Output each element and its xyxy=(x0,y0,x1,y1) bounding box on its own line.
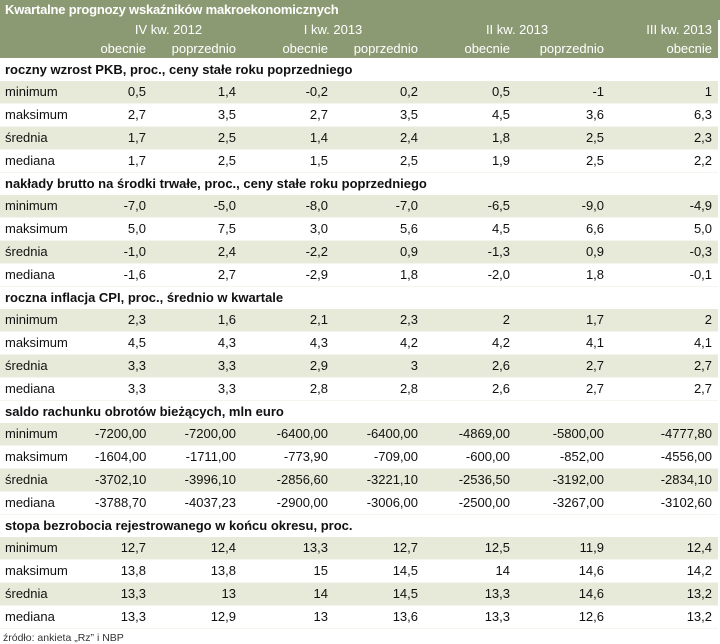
value-cell: 0,9 xyxy=(334,241,424,264)
value-cell: -0,1 xyxy=(610,264,718,287)
value-cell: 12,5 xyxy=(424,537,516,560)
value-cell: 14 xyxy=(424,560,516,583)
value-cell: 2,3 xyxy=(610,127,718,150)
value-cell: -5800,00 xyxy=(516,423,610,446)
value-cell: 2,1 xyxy=(242,309,334,332)
column-subheader: poprzednio xyxy=(152,39,242,59)
source-note: źródło: ankieta „Rz” i NBP xyxy=(3,632,124,644)
value-cell: -4869,00 xyxy=(424,423,516,446)
section-title: roczna inflacja CPI, proc., średnio w kwartale xyxy=(0,287,718,310)
value-cell: -3006,00 xyxy=(334,492,424,515)
quarter-header: IV kw. 2012 xyxy=(95,20,242,39)
value-cell: -1,0 xyxy=(95,241,152,264)
value-cell: 12,6 xyxy=(516,606,610,629)
value-cell: 1,4 xyxy=(152,81,242,104)
value-cell: -6400,00 xyxy=(242,423,334,446)
row-label: maksimum xyxy=(0,104,95,127)
value-cell: 2,4 xyxy=(152,241,242,264)
table-row xyxy=(0,218,718,241)
column-subheader: obecnie xyxy=(242,39,334,59)
value-cell: 13,2 xyxy=(610,583,718,606)
row-label: minimum xyxy=(0,423,95,446)
value-cell: 2,2 xyxy=(610,150,718,173)
value-cell: 14,5 xyxy=(334,583,424,606)
quarter-header: II kw. 2013 xyxy=(424,20,610,39)
value-cell: 12,7 xyxy=(95,537,152,560)
section-title: stopa bezrobocia rejestrowanego w końcu okresu, proc. xyxy=(0,515,718,538)
value-cell: 4,5 xyxy=(424,218,516,241)
value-cell: -7200,00 xyxy=(152,423,242,446)
value-cell: 1,9 xyxy=(424,150,516,173)
value-cell: 12,4 xyxy=(152,537,242,560)
value-cell: 2,6 xyxy=(424,355,516,378)
value-cell: -1604,00 xyxy=(95,446,152,469)
value-cell: 5,0 xyxy=(610,218,718,241)
value-cell: -4777,80 xyxy=(610,423,718,446)
table-title: Kwartalne prognozy wskaźników makroekonomicznych xyxy=(0,0,720,20)
value-cell: -852,00 xyxy=(516,446,610,469)
row-label: średnia xyxy=(0,355,95,378)
value-cell: -1,6 xyxy=(95,264,152,287)
value-cell: 2 xyxy=(610,309,718,332)
value-cell: -8,0 xyxy=(242,195,334,218)
column-subheader: obecnie xyxy=(95,39,152,59)
value-cell: 2,5 xyxy=(152,127,242,150)
row-label: mediana xyxy=(0,378,95,401)
value-cell: 13,8 xyxy=(95,560,152,583)
value-cell: -1,3 xyxy=(424,241,516,264)
row-label: minimum xyxy=(0,537,95,560)
value-cell: 0,5 xyxy=(95,81,152,104)
value-cell: 14,6 xyxy=(516,560,610,583)
table-row xyxy=(0,127,718,150)
value-cell: -4556,00 xyxy=(610,446,718,469)
row-label: średnia xyxy=(0,583,95,606)
value-cell: -0,3 xyxy=(610,241,718,264)
value-cell: -3192,00 xyxy=(516,469,610,492)
value-cell: 13,3 xyxy=(424,583,516,606)
quarter-header: I kw. 2013 xyxy=(242,20,424,39)
value-cell: -709,00 xyxy=(334,446,424,469)
value-cell: 2,7 xyxy=(516,378,610,401)
table-row xyxy=(0,446,718,469)
value-cell: 2,9 xyxy=(242,355,334,378)
value-cell: -0,2 xyxy=(242,81,334,104)
row-label: mediana xyxy=(0,150,95,173)
value-cell: -7200,00 xyxy=(95,423,152,446)
section-header-row xyxy=(0,59,718,82)
value-cell: -2,0 xyxy=(424,264,516,287)
table-row xyxy=(0,264,718,287)
column-subheader: poprzednio xyxy=(516,39,610,59)
section-title: roczny wzrost PKB, proc., ceny stałe roku poprzedniego xyxy=(0,59,718,82)
value-cell: 2,7 xyxy=(152,264,242,287)
header-empty-cell xyxy=(0,20,95,39)
value-cell: 0,9 xyxy=(516,241,610,264)
value-cell: 13,8 xyxy=(152,560,242,583)
row-label: maksimum xyxy=(0,332,95,355)
value-cell: -3267,00 xyxy=(516,492,610,515)
value-cell: 2,7 xyxy=(610,378,718,401)
table-row xyxy=(0,560,718,583)
value-cell: 2,5 xyxy=(152,150,242,173)
value-cell: 13,3 xyxy=(95,606,152,629)
value-cell: 4,2 xyxy=(424,332,516,355)
value-cell: -1711,00 xyxy=(152,446,242,469)
value-cell: 1 xyxy=(610,81,718,104)
value-cell: -1 xyxy=(516,81,610,104)
value-cell: 11,9 xyxy=(516,537,610,560)
header-empty-cell xyxy=(0,39,95,59)
value-cell: 13,3 xyxy=(424,606,516,629)
value-cell: -3996,10 xyxy=(152,469,242,492)
value-cell: 2,3 xyxy=(334,309,424,332)
value-cell: -2,2 xyxy=(242,241,334,264)
value-cell: -6,5 xyxy=(424,195,516,218)
table-row xyxy=(0,104,718,127)
value-cell: 3,3 xyxy=(152,378,242,401)
value-cell: 1,8 xyxy=(516,264,610,287)
section-title: saldo rachunku obrotów bieżących, mln euro xyxy=(0,401,718,424)
row-label: średnia xyxy=(0,241,95,264)
value-cell: 13,3 xyxy=(95,583,152,606)
value-cell: 2,3 xyxy=(95,309,152,332)
value-cell: 3,6 xyxy=(516,104,610,127)
value-cell: -3788,70 xyxy=(95,492,152,515)
value-cell: 0,2 xyxy=(334,81,424,104)
value-cell: -2900,00 xyxy=(242,492,334,515)
section-header-row xyxy=(0,515,718,538)
value-cell: 13,3 xyxy=(242,537,334,560)
row-label: maksimum xyxy=(0,446,95,469)
value-cell: 3,5 xyxy=(334,104,424,127)
value-cell: 3,3 xyxy=(152,355,242,378)
value-cell: 2,6 xyxy=(424,378,516,401)
value-cell: -2500,00 xyxy=(424,492,516,515)
table-row xyxy=(0,309,718,332)
value-cell: 1,6 xyxy=(152,309,242,332)
value-cell: -9,0 xyxy=(516,195,610,218)
value-cell: 4,3 xyxy=(242,332,334,355)
value-cell: 1,7 xyxy=(516,309,610,332)
row-label: mediana xyxy=(0,264,95,287)
value-cell: 13 xyxy=(152,583,242,606)
value-cell: 13 xyxy=(242,606,334,629)
value-cell: -773,90 xyxy=(242,446,334,469)
value-cell: 2 xyxy=(424,309,516,332)
value-cell: -4,9 xyxy=(610,195,718,218)
section-header-row xyxy=(0,401,718,424)
value-cell: -2536,50 xyxy=(424,469,516,492)
value-cell: 2,5 xyxy=(334,150,424,173)
value-cell: 2,5 xyxy=(516,127,610,150)
value-cell: 1,7 xyxy=(95,127,152,150)
value-cell: -2,9 xyxy=(242,264,334,287)
value-cell: 2,8 xyxy=(242,378,334,401)
value-cell: 12,7 xyxy=(334,537,424,560)
value-cell: 14,2 xyxy=(610,560,718,583)
row-label: maksimum xyxy=(0,560,95,583)
value-cell: 3,5 xyxy=(152,104,242,127)
section-header-row xyxy=(0,287,718,310)
value-cell: 2,4 xyxy=(334,127,424,150)
table-row xyxy=(0,423,718,446)
value-cell: 3,3 xyxy=(95,378,152,401)
value-cell: 13,6 xyxy=(334,606,424,629)
value-cell: -3102,60 xyxy=(610,492,718,515)
value-cell: -3221,10 xyxy=(334,469,424,492)
value-cell: 2,7 xyxy=(242,104,334,127)
value-cell: -5,0 xyxy=(152,195,242,218)
value-cell: 3,3 xyxy=(95,355,152,378)
value-cell: 14 xyxy=(242,583,334,606)
value-cell: 7,5 xyxy=(152,218,242,241)
table-row xyxy=(0,537,718,560)
value-cell: 0,5 xyxy=(424,81,516,104)
row-label: minimum xyxy=(0,195,95,218)
row-label: średnia xyxy=(0,469,95,492)
value-cell: 1,8 xyxy=(334,264,424,287)
value-cell: 1,5 xyxy=(242,150,334,173)
quarter-header-row xyxy=(0,20,718,39)
value-cell: 5,0 xyxy=(95,218,152,241)
row-label: maksimum xyxy=(0,218,95,241)
table-row xyxy=(0,355,718,378)
table-row xyxy=(0,583,718,606)
value-cell: -2856,60 xyxy=(242,469,334,492)
value-cell: -7,0 xyxy=(334,195,424,218)
forecast-table xyxy=(0,20,718,629)
table-row xyxy=(0,81,718,104)
value-cell: 3,0 xyxy=(242,218,334,241)
row-label: mediana xyxy=(0,606,95,629)
subheader-row xyxy=(0,39,718,59)
value-cell: 14,5 xyxy=(334,560,424,583)
value-cell: 13,2 xyxy=(610,606,718,629)
table-row xyxy=(0,378,718,401)
value-cell: 6,6 xyxy=(516,218,610,241)
value-cell: 4,5 xyxy=(95,332,152,355)
value-cell: 14,6 xyxy=(516,583,610,606)
value-cell: 4,1 xyxy=(516,332,610,355)
value-cell: 4,1 xyxy=(610,332,718,355)
row-label: średnia xyxy=(0,127,95,150)
value-cell: 3 xyxy=(334,355,424,378)
column-subheader: obecnie xyxy=(610,39,718,59)
value-cell: -600,00 xyxy=(424,446,516,469)
value-cell: 4,5 xyxy=(424,104,516,127)
table-row xyxy=(0,241,718,264)
row-label: minimum xyxy=(0,81,95,104)
value-cell: 15 xyxy=(242,560,334,583)
value-cell: 1,4 xyxy=(242,127,334,150)
value-cell: 4,3 xyxy=(152,332,242,355)
section-header-row xyxy=(0,173,718,196)
value-cell: -3702,10 xyxy=(95,469,152,492)
value-cell: 6,3 xyxy=(610,104,718,127)
value-cell: 2,8 xyxy=(334,378,424,401)
value-cell: 2,5 xyxy=(516,150,610,173)
table-row xyxy=(0,195,718,218)
value-cell: 2,7 xyxy=(95,104,152,127)
table-row xyxy=(0,606,718,629)
column-subheader: obecnie xyxy=(424,39,516,59)
value-cell: 1,8 xyxy=(424,127,516,150)
value-cell: 2,7 xyxy=(516,355,610,378)
value-cell: -6400,00 xyxy=(334,423,424,446)
section-title: nakłady brutto na środki trwałe, proc., ceny stałe roku poprzedniego xyxy=(0,173,718,196)
table-row xyxy=(0,332,718,355)
value-cell: 12,4 xyxy=(610,537,718,560)
row-label: minimum xyxy=(0,309,95,332)
value-cell: 5,6 xyxy=(334,218,424,241)
row-label: mediana xyxy=(0,492,95,515)
table-row xyxy=(0,469,718,492)
value-cell: 2,7 xyxy=(610,355,718,378)
table-row xyxy=(0,492,718,515)
value-cell: 1,7 xyxy=(95,150,152,173)
value-cell: -4037,23 xyxy=(152,492,242,515)
value-cell: 12,9 xyxy=(152,606,242,629)
table-row xyxy=(0,150,718,173)
quarter-header: III kw. 2013 xyxy=(610,20,718,39)
value-cell: -2834,10 xyxy=(610,469,718,492)
value-cell: 4,2 xyxy=(334,332,424,355)
column-subheader: poprzednio xyxy=(334,39,424,59)
value-cell: -7,0 xyxy=(95,195,152,218)
